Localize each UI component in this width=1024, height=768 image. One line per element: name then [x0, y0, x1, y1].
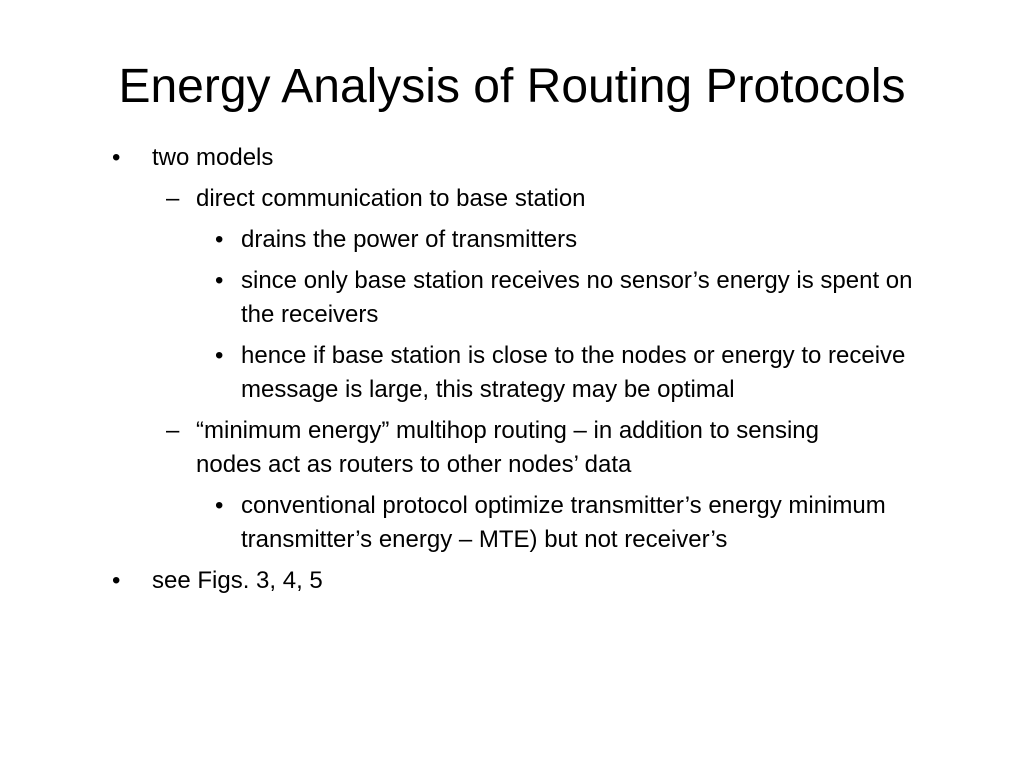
bullet-marker: •: [215, 226, 224, 253]
bullet-marker: •: [215, 342, 224, 369]
sub-sub-bullet-text: since only base station receives no sensor’s energy is spent on the receivers: [241, 267, 913, 328]
bullet-marker: •: [215, 492, 224, 519]
bullet-text: two models: [152, 144, 274, 171]
bullet-list: [0, 141, 1024, 605]
bullet-marker: •: [215, 267, 224, 294]
sub-bullet-text: “minimum energy” multihop routing – in addition to sensing nodes act as routers to other nodes’ data: [196, 417, 819, 478]
sub-sub-bullet-text: drains the power of transmitters: [241, 226, 578, 253]
bullet-text: see Figs. 3, 4, 5: [152, 567, 323, 594]
sub-sub-bullet-text: conventional protocol optimize transmitter’s energy minimum transmitter’s energy – MTE) but not receiver’s: [241, 492, 886, 553]
sub-sub-bullet-item: [0, 223, 931, 257]
sub-sub-bullet-item: [0, 264, 931, 332]
sub-sub-bullet-text: hence if base station is close to the nodes or energy to receive message is large, this strategy may be optimal: [241, 342, 906, 403]
bullet-marker: •: [112, 567, 121, 594]
sub-bullet-text: direct communication to base station: [196, 185, 586, 212]
sub-bullet-item: [0, 182, 836, 216]
bullet-marker: •: [112, 144, 121, 171]
dash-marker: –: [166, 417, 180, 444]
sub-sub-bullet-item: [0, 489, 931, 557]
bullet-item: [0, 564, 1024, 598]
slide-title: Energy Analysis of Routing Protocols: [118, 60, 906, 113]
sub-bullet-item: [0, 414, 836, 482]
bullet-item: [0, 141, 1024, 175]
dash-marker: –: [166, 185, 180, 212]
sub-sub-bullet-item: [0, 339, 931, 407]
